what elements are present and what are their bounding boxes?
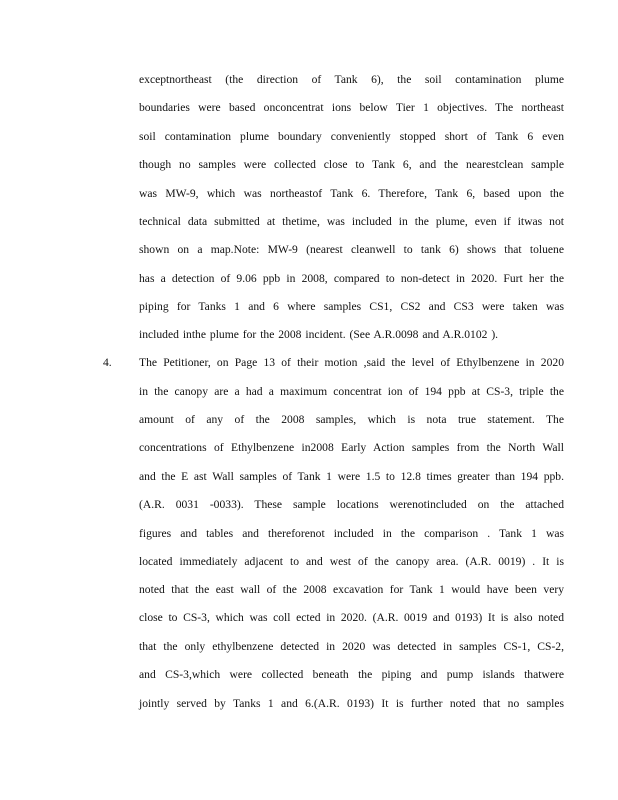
paragraph-line: was MW-9, which was northeastof Tank 6. Therefore, Tank 6, based upon the [139, 187, 564, 200]
paragraph-line: technical data submitted at thetime, was included in the plume, even if itwas not [139, 215, 564, 228]
item-line: that the only ethylbenzene detected in 2020 was detected in samples CS-1, CS-2, [139, 640, 564, 653]
item-number: 4. [103, 356, 112, 369]
item-line: concentrations of Ethylbenzene in2008 Early Action samples from the North Wall [139, 441, 564, 454]
item-line: (A.R. 0031 -0033). These sample locations werenotincluded on the attached [139, 498, 564, 511]
item-line: and CS-3,which were collected beneath the piping and pump islands thatwere [139, 668, 564, 681]
paragraph-line: soil contamination plume boundary conveniently stopped short of Tank 6 even [139, 130, 564, 143]
item-line: noted that the east wall of the 2008 excavation for Tank 1 would have been very [139, 583, 564, 596]
paragraph-line: piping for Tanks 1 and 6 where samples CS1, CS2 and CS3 were taken was [139, 300, 564, 313]
item-line: The Petitioner, on Page 13 of their motion ,said the level of Ethylbenzene in 2020 [139, 356, 564, 369]
paragraph-line: boundaries were based onconcentrat ions below Tier 1 objectives. The northeast [139, 101, 564, 114]
paragraph-line: included inthe plume for the 2008 incident. (See A.R.0098 and A.R.0102 ). [139, 328, 499, 341]
item-line: figures and tables and thereforenot included in the comparison . Tank 1 was [139, 527, 564, 540]
item-line: jointly served by Tanks 1 and 6.(A.R. 0193) It is further noted that no samples [139, 697, 564, 710]
paragraph-line: shown on a map.Note: MW-9 (nearest cleanwell to tank 6) shows that toluene [139, 243, 564, 256]
item-line: located immediately adjacent to and west of the canopy area. (A.R. 0019) . It is [139, 555, 564, 568]
paragraph-line: though no samples were collected close to Tank 6, and the nearestclean sample [139, 158, 564, 171]
item-line: in the canopy are a had a maximum concentrat ion of 194 ppb at CS-3, triple the [139, 385, 564, 398]
item-line: amount of any of the 2008 samples, which is nota true statement. The [139, 413, 564, 426]
paragraph-line: exceptnortheast (the direction of Tank 6), the soil contamination plume [139, 73, 564, 86]
item-line: and the E ast Wall samples of Tank 1 were 1.5 to 12.8 times greater than 194 ppb. [139, 470, 564, 483]
paragraph-line: has a detection of 9.06 ppb in 2008, compared to non-detect in 2020. Furt her the [139, 272, 564, 285]
item-line: close to CS-3, which was coll ected in 2020. (A.R. 0019 and 0193) It is also noted [139, 611, 564, 624]
